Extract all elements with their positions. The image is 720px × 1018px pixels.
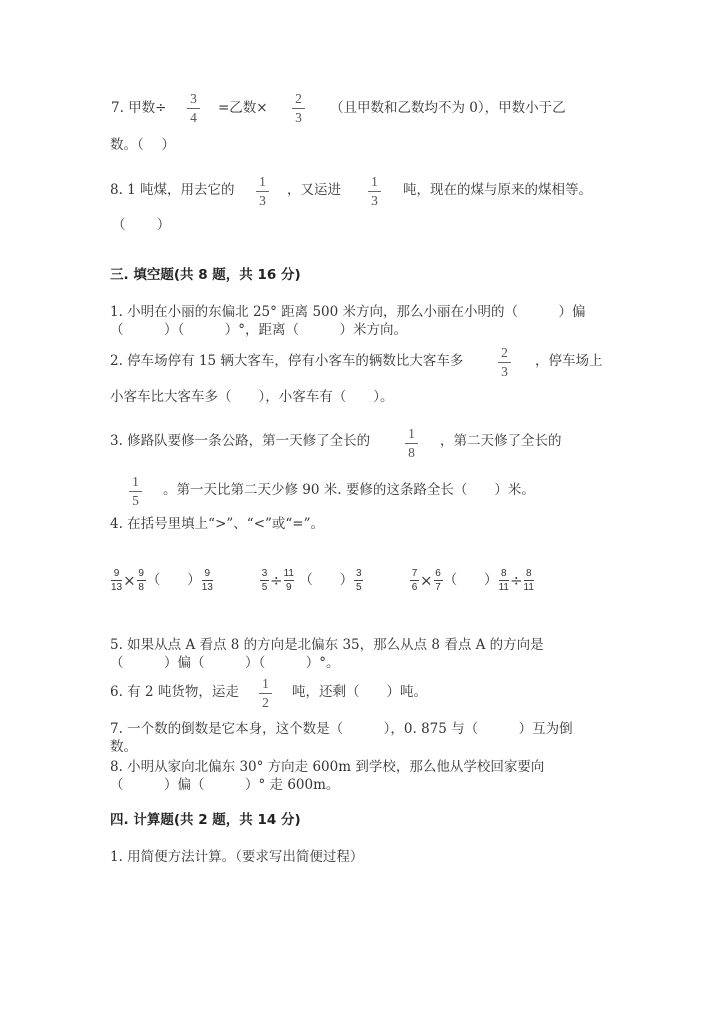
fraction [259, 676, 272, 711]
denominator: 4 [190, 110, 197, 125]
fraction [405, 426, 418, 461]
question-8-text-b: ，又运进 [287, 182, 341, 198]
numerator: 6 [435, 568, 441, 579]
denominator: 2 [262, 695, 269, 710]
numerator: 1 [259, 174, 266, 189]
fraction [498, 345, 511, 380]
fraction [499, 568, 509, 593]
question-7-text-c: （且甲数和乙数均不为 0），甲数小于乙 [330, 100, 566, 116]
denominator: 13 [111, 582, 123, 593]
numerator: 9 [113, 568, 120, 579]
fraction [202, 568, 213, 593]
question-7-text-b: =乙数× [218, 100, 268, 116]
fill-q5-line2: （ ）偏（ ）（ ）°。 [110, 655, 340, 671]
fraction [292, 91, 305, 126]
fill-q3-text-c: 。第一天比第二天少修 90 米. 要修的这条路全长（ ）米。 [163, 482, 535, 498]
fill-q1-line1: 1. 小明在小丽的东偏北 25° 距离 500 米方向，那么小丽在小明的（ ）偏 [110, 304, 586, 320]
fill-q2-line2: 小客车比大客车多（ ），小客车有（ ）。 [110, 389, 394, 405]
denominator: 11 [498, 582, 509, 593]
fraction [524, 568, 534, 593]
fraction [111, 568, 122, 593]
numerator: 1 [132, 474, 139, 489]
fraction [187, 91, 200, 126]
fill-q6-text-a: 6. 有 2 吨货物，运走 [110, 684, 239, 700]
fill-q8-line1: 8. 小明从家向北偏东 30° 方向走 600m 到学校，那么他从学校回家要向 [110, 759, 545, 775]
denominator: 9 [285, 582, 292, 593]
section-3-title: 三. 填空题(共 8 题，共 16 分) [110, 267, 301, 283]
fraction [368, 174, 381, 209]
denominator: 5 [355, 582, 362, 593]
fraction [260, 568, 269, 593]
numerator: 8 [500, 568, 507, 579]
question-7-text-a: 7. 甲数÷ [111, 100, 167, 116]
fill-q4-text: 4. 在括号里填上“>”、“<”或“=”。 [110, 516, 325, 532]
numerator: 1 [262, 676, 269, 691]
denominator: 8 [138, 582, 144, 593]
numerator: 3 [261, 568, 268, 579]
fraction [137, 568, 146, 593]
fraction [434, 568, 443, 593]
denominator: 8 [408, 445, 415, 460]
denominator: 3 [501, 364, 508, 379]
denominator: 3 [259, 193, 266, 208]
numerator: 1 [408, 426, 415, 441]
fill-q1-line2: （ ）（ ）°，距离（ ）米方向。 [110, 322, 407, 338]
numerator: 1 [371, 174, 378, 189]
fraction [129, 474, 142, 509]
numerator: 8 [525, 568, 532, 579]
numerator: 2 [501, 345, 508, 360]
numerator: 3 [355, 568, 362, 579]
fill-q2-text-b: ，停车场上 [535, 353, 603, 369]
fill-q8-line2: （ ）偏（ ）° 走 600m。 [110, 777, 340, 793]
comparison-2 [259, 566, 364, 595]
calc-q1-text: 1. 用简便方法计算。（要求写出简便过程） [110, 849, 364, 865]
section-4-title: 四. 计算题(共 2 题，共 14 分) [110, 812, 301, 828]
operator: × [123, 571, 136, 590]
numerator: 9 [204, 568, 211, 579]
question-7-answer: 数。（ ） [110, 137, 176, 153]
operator: ÷ [270, 571, 283, 590]
fraction [256, 174, 269, 209]
denominator: 7 [435, 582, 441, 593]
operator: ÷ [509, 571, 523, 590]
numerator: 9 [138, 568, 144, 579]
numerator: 2 [295, 91, 302, 106]
denominator: 6 [411, 582, 418, 593]
question-8-text-a: 8. 1 吨煤，用去它的 [110, 182, 235, 198]
answer-blank: （ ） [146, 572, 201, 588]
answer-blank: （ ） [443, 572, 498, 588]
denominator: 3 [371, 193, 378, 208]
denominator: 11 [523, 582, 534, 593]
denominator: 13 [201, 582, 213, 593]
fill-q7-line2: 数。 [110, 739, 137, 755]
numerator: 3 [190, 91, 197, 106]
fraction [410, 568, 419, 593]
fill-q3-text-b: ，第二天修了全长的 [440, 433, 562, 449]
numerator: 11 [283, 568, 294, 579]
fill-q6-text-b: 吨，还剩（ ）吨。 [292, 684, 427, 700]
fraction [284, 568, 294, 593]
answer-blank: （ ） [299, 572, 354, 588]
fraction [354, 568, 363, 593]
operator: × [420, 571, 433, 590]
fill-q2-text-a: 2. 停车场停有 15 辆大客车，停有小客车的辆数比大客车多 [110, 353, 464, 369]
fill-q3-text-a: 3. 修路队要修一条公路，第一天修了全长的 [110, 433, 371, 449]
fill-q5-line1: 5. 如果从点 A 看点 8 的方向是北偏东 35，那么从点 8 看点 A 的方向是 [110, 637, 544, 653]
comparison-3 [409, 566, 535, 595]
numerator: 7 [411, 568, 418, 579]
question-8-text-c: 吨，现在的煤与原来的煤相等。 [403, 182, 592, 198]
question-8-answer: （ ） [112, 217, 171, 233]
denominator: 5 [132, 493, 139, 508]
denominator: 3 [295, 110, 302, 125]
denominator: 5 [261, 582, 268, 593]
fill-q7-line1: 7. 一个数的倒数是它本身，这个数是（ ），0. 875 与（ ）互为倒 [110, 721, 573, 737]
comparison-1 [110, 566, 214, 595]
